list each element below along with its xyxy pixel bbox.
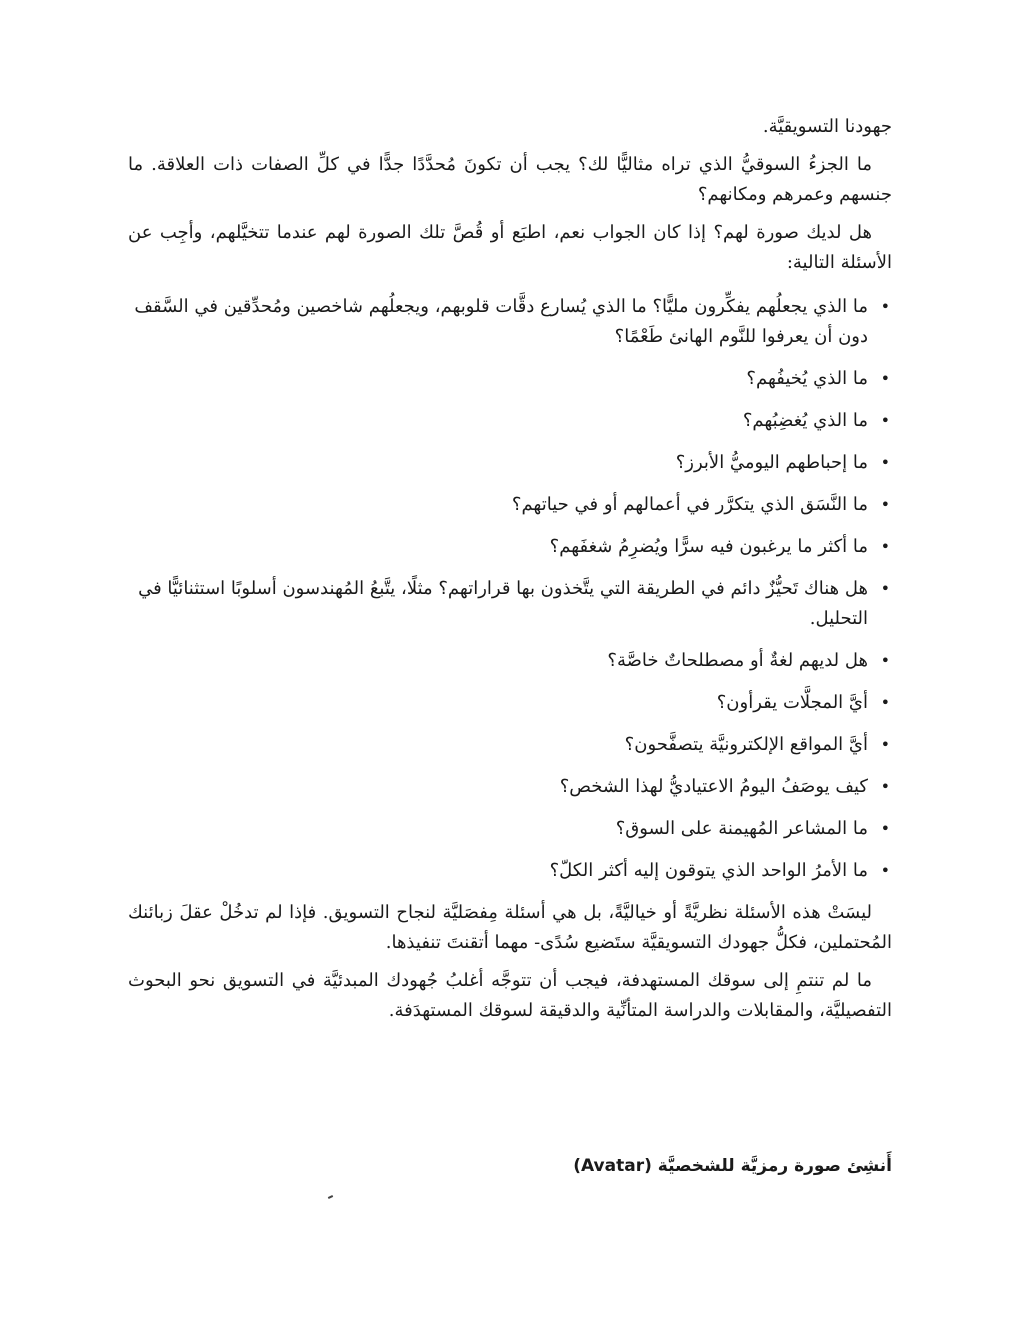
question-item: • أيَّ المجلَّات يقرأون؟ (128, 688, 868, 718)
question-item: • ما إحباطهم اليوميُّ الأبرز؟ (128, 448, 868, 478)
question-item: • ما الذي يجعلُهم يفكِّرون مليًّا؟ ما الذي يُسارع دقَّات قلوبهم، ويجعلُهم شاخصين ومُحدِّقين في السَّقف دون أن يعرفوا للنَّوم الهانئ طَعْمًا؟ (128, 292, 868, 352)
section-heading: أَنشِئ صورة رمزيَّة للشخصيَّة (Avatar) (573, 1156, 892, 1176)
document-page (128, 112, 892, 1034)
paragraph-picture: هل لديك صورة لهم؟ إذا كان الجواب نعم، اطبَع أو قُصَّ تلك الصورة لهم عندما تتخيَّلهم، وأجِب عن الأسئلة التالية: (128, 222, 892, 273)
question-item: • ما أكثر ما يرغبون فيه سرًّا ويُضرِمُ شغفَهم؟ (128, 532, 868, 562)
question-item: • ما الذي يُخيفُهم؟ (128, 364, 868, 394)
paragraph-research: ما لم تنتمِ إلى سوقك المستهدفة، فيجب أن تتوجَّه أغلبُ جُهودك المبدئيَّة في التسويق نحو البحوث التفصيليَّة، والمقابلات والدراسة المتأنِّية والدقيقة لسوقك المستهدَفة. (128, 970, 892, 1021)
paragraph-intro-end: جهودنا التسويقيَّة. (762, 116, 892, 137)
question-item: • هل لديهم لغةٌ أو مصطلحاتٌ خاصَّة؟ (128, 646, 868, 676)
question-item: • ما الأمرُ الواحد الذي يتوقون إليه أكثر الكلّ؟ (128, 856, 868, 886)
question-item: • ما النَّسَق الذي يتكرَّر في أعمالهم أو في حياتهم؟ (128, 490, 868, 520)
question-item: • أيَّ المواقع الإلكترونيَّة يتصفَّحون؟ (128, 730, 868, 760)
question-item: • ما المشاعر المُهيمنة على السوق؟ (128, 814, 868, 844)
question-item: • كيف يوصَفُ اليومُ الاعتياديُّ لهذا الشخص؟ (128, 772, 868, 802)
stray-mark (328, 1195, 333, 1199)
question-item: • ما الذي يُغضِبُهم؟ (128, 406, 868, 436)
questions-list (128, 292, 892, 886)
question-item: • هل هناك تَحيُّزٌ دائم في الطريقة التي يتَّخذون بها قراراتهم؟ مثلًا، يتَّبعُ المُهندسون أسلوبًا استثنائيًّا في التحليل. (128, 574, 868, 634)
paragraph-market-segment: ما الجزءُ السوقيُّ الذي تراه مثاليًّا لك؟ يجب أن تكونَ مُحدَّدًا جدًّا في كلِّ الصفات ذات العلاقة. ما جنسهم وعمرهم ومكانهم؟ (128, 154, 892, 205)
paragraph-not-theoretical: ليسَتْ هذه الأسئلة نظريَّةً أو خياليَّةً، بل هي أسئلة مِفصَليَّة لنجاح التسويق. فإذا لم تدخُلْ عقلَ زبائنك المُحتملين، فكلُّ جهودك التسويقيَّة ستَضيع سُدًى- مهما أتقنتَ تنفيذها. (128, 902, 892, 953)
